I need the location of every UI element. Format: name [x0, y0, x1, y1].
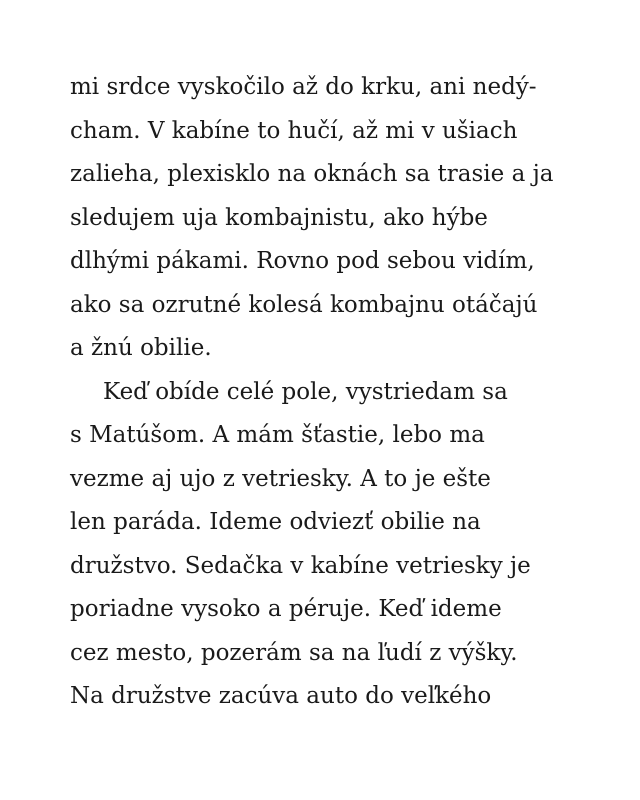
text-line: cez mesto, pozerám sa na ľudí z výšky. [70, 639, 518, 666]
body-text [70, 66, 630, 719]
text-line: poriadne vysoko a péruje. Keď ideme [70, 596, 502, 622]
text-line: ako sa ozrutné kolesá kombajnu otáčajú [70, 291, 538, 318]
text-line: družstvo. Sedačka v kabíne vetriesky je [70, 552, 531, 579]
text-line: Na družstve zacúva auto do veľkého [70, 683, 492, 709]
text-line: mi srdce vyskočilo až do krku, ani nedý- [70, 74, 537, 100]
text-line: len paráda. Ideme odviezť obilie na [70, 509, 481, 535]
text-line: sledujem uja kombajnistu, ako hýbe [70, 204, 488, 231]
text-line: a žnú obilie. [70, 335, 212, 361]
text-line: s Matúšom. A mám šťastie, lebo ma [70, 422, 485, 448]
text-line: cham. V kabíne to hučí, až mi v ušiach [70, 117, 518, 144]
text-line: vezme aj ujo z vetriesky. A to je ešte [70, 465, 491, 492]
text-line: zalieha, plexisklo na oknách sa trasie a ja [70, 161, 554, 187]
paragraph-start-line: Keď obíde celé pole, vystriedam sa [103, 378, 508, 405]
text-line: dlhými pákami. Rovno pod sebou vidím, [70, 248, 535, 274]
